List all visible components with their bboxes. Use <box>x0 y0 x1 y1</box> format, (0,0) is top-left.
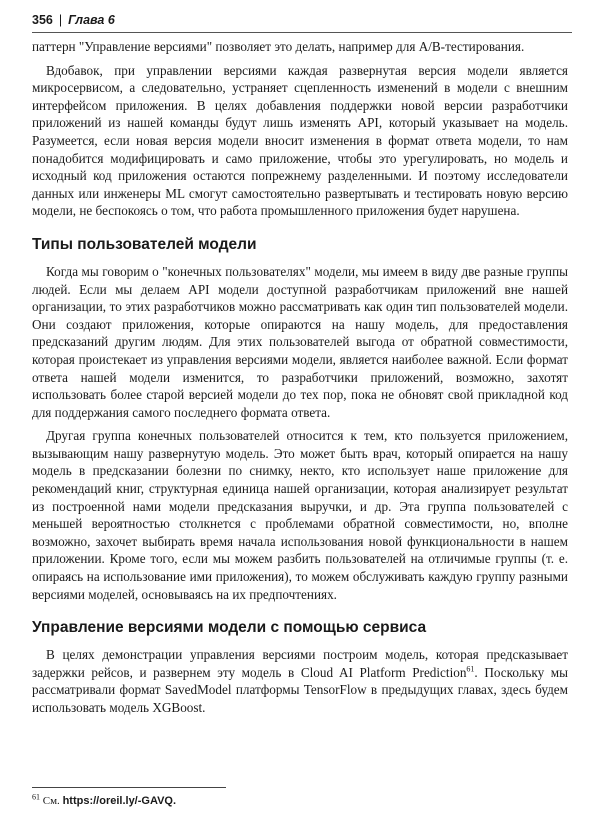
paragraph: Когда мы говорим о "конечных пользователях" модели, мы имеем в виду две разные группы людей. Если мы делаем API модели доступной разработчикам приложений вне нашей организации, то этих разработчиков можно рассматривать как один тип пользователей модели. Они создают приложения, которые опираются на нашу модель, для предоставления предсказаний другим людям. Для этих пользователей выгода от обратной совместимости, которая проистекает из управления версиями модели, является наиболее важной. Если формат ответа нашей модели изменится, то разработчики приложений, возможно, захотят использовать более старой версией модели до тех пор, пока не обновят свой прикладной код для поддержания самого последнего формата ответа. <box>32 263 568 420</box>
page-number: 356 <box>32 13 53 27</box>
chapter-title: Глава 6 <box>68 13 115 27</box>
footnote-prefix: См. <box>42 795 60 807</box>
paragraph: Вдобавок, при управлении версиями каждая развернутая версия модели является микросервисом, а следовательно, устраняет сцепленность изменений в модели с внешним интерфейсом приложения. В целях добавления поддержки новой версии разработчики приложений из нашей команды будут лишь изменять API, который указывает на модель. Разумеется, если новая версия модели вносит изменения в формат ответа модели, то нам понадобится модифицировать и само приложение, чтобы это урегулировать, но модель и исходный код приложения остаются попрежнему разделенными. И поэтому исследователи данных или инженеры ML смогут самостоятельно развертывать и тестировать новую версию модели, не беспокоясь о том, что работа промышленного приложения будет нарушена. <box>32 62 568 219</box>
section-heading-versioning-service: Управление версиями модели с помощью сервиса <box>32 619 427 637</box>
paragraph-continued: паттерн "Управление версиями" позволяет это делать, например для А/В-тестирования. <box>32 39 525 54</box>
paragraph-text-part2: . Поскольку мы рассматривали формат SavedModel платформы TensorFlow в предыдущих главах, здесь будем использовать модель XGBoost. <box>32 664 568 715</box>
footnote-suffix: . <box>172 795 177 807</box>
paragraph: Другая группа конечных пользователей относится к тем, кто пользуется приложением, вызывающим нашу развернутую модель. Это может быть врач, который опирается на нашу модель в предсказании болезни по снимку, некто, кто использует наше приложение для рекомендаций книг, структурная единица нашей организации, которая анализирует результат из построенной нами модели предсказания выручки, и др. Эта группа пользователей с меньшей вероятностью столкнется с проблемами обратной совместимости, но, вполне возможно, захочет выбирать время начала использования новой функциональности в нашем приложении. Кроме того, если мы можем разбить пользователей на отличимые группы (т. е. опираясь на использование ими приложения), то можем обслуживать каждую группу разными версиями моделей, основываясь на их предпочтениях. <box>32 428 568 602</box>
footnote-link[interactable] <box>63 795 176 807</box>
paragraph-text-part1: В целях демонстрации управления версиями построим модель, которая предсказывает задержки рейсов, и развернем эту модель в Cloud AI Platform Prediction <box>32 647 568 680</box>
header-rule <box>32 32 572 33</box>
footnote-number: 61 <box>32 792 40 802</box>
section-heading-user-types: Типы пользователей модели <box>32 235 257 253</box>
footnote-rule <box>32 787 226 788</box>
page-body <box>32 38 568 723</box>
footnote-reference[interactable]: 61 <box>466 664 475 674</box>
paragraph-with-footnote <box>32 646 568 716</box>
page-header <box>32 11 572 29</box>
footnote-url[interactable]: https://oreil.ly/-GAVQ <box>62 795 173 807</box>
header-separator: | <box>58 13 63 27</box>
footnote <box>32 794 572 808</box>
